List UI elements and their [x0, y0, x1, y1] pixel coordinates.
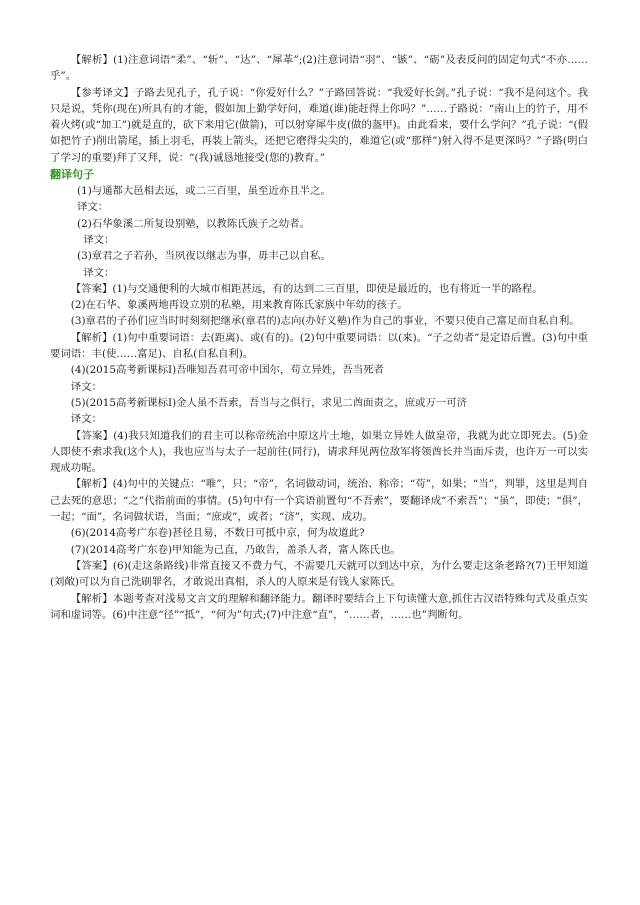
question-1: (1)与通都大邑相去远，或二三百里，虽至近亦且半之。 [77, 185, 331, 198]
answer-paragraph-6-7: 【答案】(6)(走这条路线)非常直接又不费力气，不需要几天就可以到达中京，为什么要走这条老路?(7)王甲知道(刘敞)可以为自己洗刷罪名，才敢说出真相，杀人的人原来是有钱人家陈氏。 [50, 559, 588, 589]
reference-translation-paragraph: 【参考译文】子路去见孔子，孔子说：“你爱好什么？”子路回答说：“我爱好长剑。”孔子说：“我不是问这个。我只是说，凭你(现在)所具有的才能，假如加上勤学好问，难道(谁)能赶得上你吗？”……子路说：“南山上的竹子，用不着火烤(或“加工”)就是直的，砍下来用它(做箭)，可以射穿犀牛皮(做的盔甲)。由此看来，要什么学问？”孔子说：“(假如把竹子)削出箭尾，插上羽毛，再装上箭头，还把它磨得尖尖的，难道它(或“那样”)射入得不是更深吗？”子路(明白了学习的重要)拜了又拜，说：“(我)诚恳地接受(您的)教育。” [50, 86, 588, 164]
answer-paragraph-4-5: 【答案】(4)我只知道我们的君主可以称帝统治中原这片土地，如果立异姓人做皇帝，我就为此立即死去。(5)金人即使不索求我(这个人)，我也应当与太子一起前往(同行)，请求拜见两位敌军将领酋长并当面斥责，也许万一可以实现成功呢。 [50, 429, 588, 475]
translation-blank-1: 译文： [77, 201, 109, 214]
translation-blank-2: 译文： [83, 233, 115, 246]
question-3: (3)章君之子若孙，当夙夜以继志为事，毋丰己以自私。 [77, 250, 331, 263]
analysis-paragraph-6-7: 【解析】本题考查对浅易文言文的理解和翻译能力。翻译时要结合上下句读懂大意,抓住古汉语特殊句式及重点实词和虚词等。(6)中注意“径”“抵”，“何为”句式;(7)中注意“直”，“……者，……也”判断句。 [50, 592, 588, 621]
answer-paragraph-3: (3)章君的子孙们应当时时刻刻把继承(章君的)志向(办好义塾)作为自己的事业，不要只使自己富足而自私自利。 [70, 315, 580, 328]
translation-blank-5: 译文： [70, 413, 102, 426]
answer-paragraph-1: 【答案】(1)与交通便利的大城市相距甚远，有的达到二三百里，即使是最近的，也有将近一半的路程。 [70, 282, 543, 295]
question-6: (6)(2014高考广东卷)甚径且易，不数日可抵中京，何为故道此? [70, 527, 365, 540]
translation-blank-4: 译文： [70, 380, 102, 393]
question-2: (2)石华象溪二所复设别塾，以教陈氏族子之幼者。 [77, 217, 310, 230]
answer-paragraph-2: (2)在石华、象溪两地再设立别的私塾，用来教育陈氏家族中年幼的孩子。 [70, 299, 408, 312]
question-4: (4)(2015高考新课标Ⅰ)吾唯知吾君可帝中国尔，苟立异姓，吾当死者 [70, 364, 384, 377]
question-5: (5)(2015高考新课标Ⅰ)金人虽不吾索，吾当与之俱行，求见二酋面责之，庶或万一可济 [70, 396, 468, 409]
analysis-paragraph: 【解析】(1)注意词语“柔”、“斩”、“达”、“犀革”;(2)注意词语“羽”、“镞”、“砺”及表反问的固定句式“不亦……乎”。 [50, 54, 588, 83]
section-title-translate-sentences: 翻译句子 [50, 168, 94, 182]
question-7: (7)(2014高考广东卷)甲知能为己直，乃敢告，盖杀人者，富人陈氏也。 [70, 543, 401, 556]
analysis-paragraph-4-5: 【解析】(4)句中的关键点：“唯”，只；“帝”，名词做动词，统治、称帝；“苟”，如果；“当”，判罪，这里是判自己去死的意思；“之”代指前面的事情。(5)句中有一个宾语前置句“不吾索”，要翻译成“不索吾”；“虽”，即使；“俱”，一起；“面”，名词做状语，当面；“庶或”，或者；“济”，实现、成功。 [50, 478, 588, 524]
translation-blank-3: 译文： [83, 266, 115, 279]
analysis-paragraph-2: 【解析】(1)句中重要词语：去(距离)、或(有的)。(2)句中重要词语：以(来)。“子之幼者”是定语后置。(3)句中重要词语：丰(使……富足)、自私(自私自利)。 [50, 331, 588, 361]
